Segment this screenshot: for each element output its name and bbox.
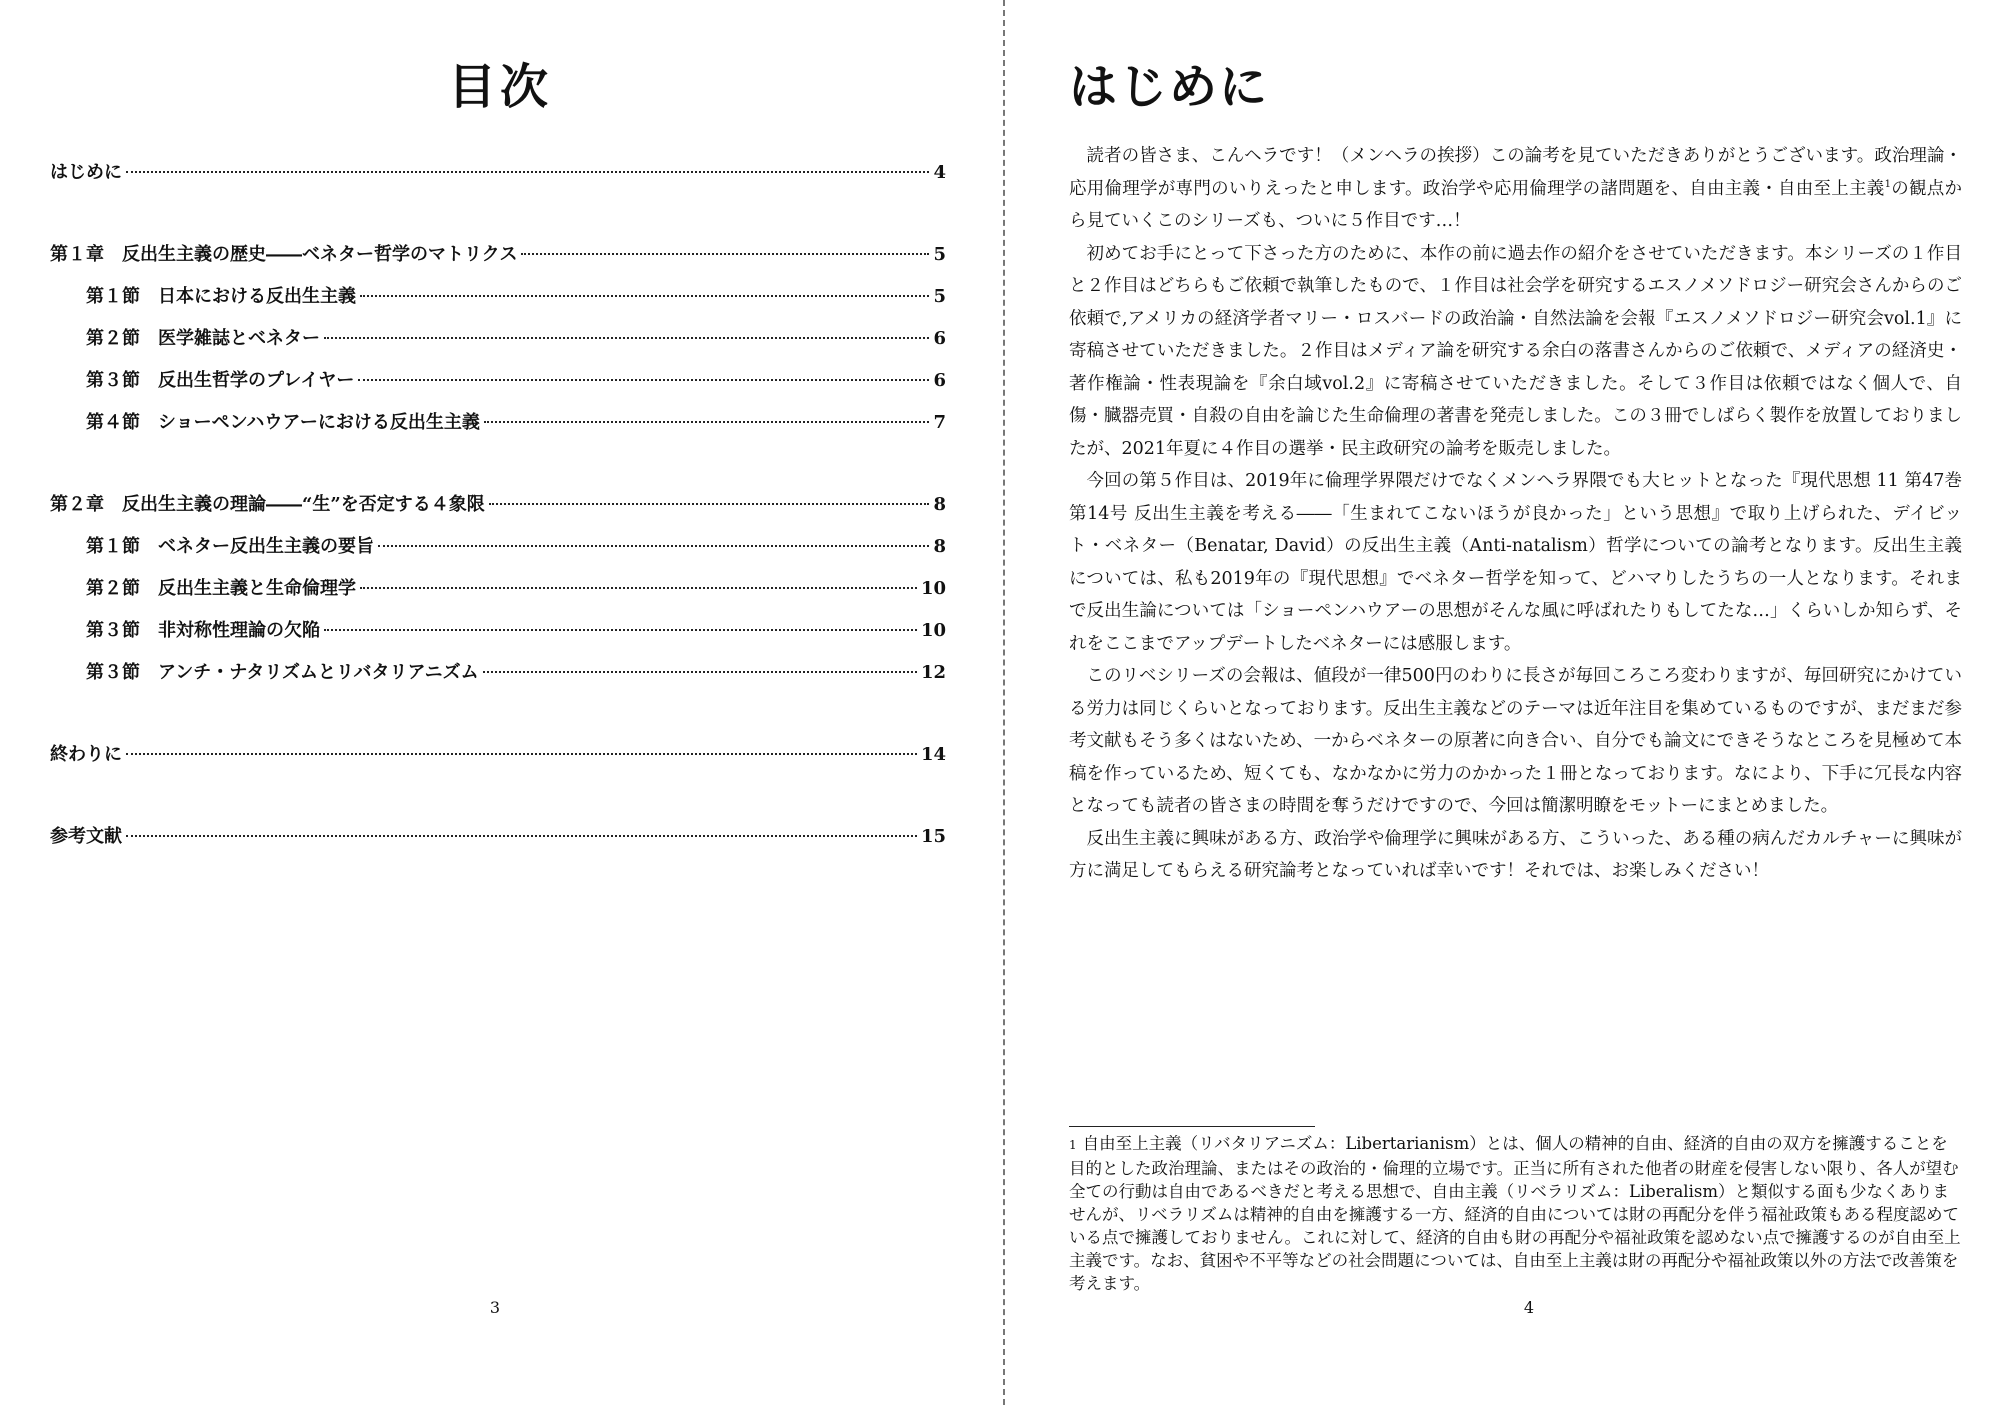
toc-entry[interactable] [50,740,946,782]
toc-dot-leader [378,545,929,547]
page-gutter-divider [1003,0,1005,1405]
toc-entry-page-number: 14 [920,744,946,765]
toc-dot-leader [484,421,930,423]
footnote [1069,1132,1962,1295]
toc-dot-leader [489,503,930,505]
toc-entry-label: 第２節 医学雑誌とベネター [86,328,320,349]
toc-entry[interactable] [50,574,946,616]
intro-paragraph-5: 反出生主義に興味がある方、政治学や倫理学に興味がある方、こういった、ある種の病んだカルチャーに興味が方に満足してもらえる研究論考となっていれば幸いです！それでは、お楽しみください！ [1069,828,1962,881]
toc-entry-label: 第４節 ショーペンハウアーにおける反出生主義 [86,412,480,433]
toc-dot-leader [360,587,917,589]
toc-entry[interactable] [50,408,946,450]
toc-entry-page-number: 8 [933,494,946,515]
toc-entry[interactable] [50,282,946,324]
introduction-body [1069,140,1962,888]
toc-dot-leader [360,295,929,297]
toc-entry[interactable] [50,366,946,408]
toc-dot-leader [126,753,917,755]
intro-paragraph-1 [1069,140,1962,238]
toc-entry-label: 第２章 反出生主義の理論――“生”を否定する４象限 [50,494,485,515]
toc-entry-page-number: 7 [933,412,946,433]
page-number-right: 4 [1523,1298,1535,1317]
toc-dot-leader [521,253,929,255]
page-number-left: 3 [489,1298,501,1317]
intro-paragraph-1-text: 読者の皆さま、こんヘラです！（メンヘラの挨拶）この論考を見ていただきありがとうございます。政治理論・応用倫理学が専門のいりえったと申します。政治学や応用倫理学の諸問題を、自由主義・自由至上主義 [1069,146,1962,199]
toc-dot-leader [483,671,917,673]
footnote-number: 1 [1069,1138,1077,1152]
toc-dot-leader [126,835,917,837]
toc-entry[interactable] [50,240,946,282]
toc-entry-page-number: 10 [920,578,946,599]
toc-entry[interactable] [50,616,946,658]
toc-entry-label: 参考文献 [50,826,122,847]
intro-paragraph-3: 今回の第５作目は、2019年に倫理学界隈だけでなくメンヘラ界隈でも大ヒットとなった『現代思想 11 第47巻第14号 反出生主義を考える――「生まれてこないほうが良かった」という思想』で取り上げられた、デイビット・ベネター（Benatar, David）の反出生主義（Anti-natalism）哲学についての論考となります。反出生主義については、私も2019年の『現代思想』でベネター哲学を知って、どハマりしたうちの一人となります。それまで反出生論については「ショーペンハウアーの思想がそんな風に呼ばれたりもしてたな…」くらいしか知らず、それをここまでアップデートしたベネターには感服します。 [1069,471,1962,654]
toc-entry[interactable] [50,490,946,532]
toc-list [50,158,946,864]
intro-paragraph-1-tail: の観点から見ていくこのシリーズも、ついに５作目です…！ [1069,178,1962,231]
toc-dot-leader [324,629,917,631]
toc-entry-page-number: 10 [920,620,946,641]
footnote-text: 自由至上主義（リバタリアニズム：Libertarianism）とは、個人の精神的自由、経済的自由の双方を擁護することを目的とした政治理論、またはその政治的・倫理的立場です。正当に所有された他者の財産を侵害しない限り、各人が望む全ての行動は自由であるべきだと考える思想で、自由主義（リベラリズム：Liberalism）と類似する面も少なくありませんが、リベラリズムは精神的自由を擁護する一方、経済的自由については財の再配分を伴う福祉政策もある程度認めている点で擁護しておりません。これに対して、経済的自由も財の再配分や福祉政策を認めない点で擁護するのが自由至上主義です。なお、貧困や不平等などの社会問題については、自由至上主義は財の再配分や福祉政策以外の方法で改善策を考えます。 [1069,1134,1961,1293]
toc-title: 目次 [447,59,552,115]
toc-entry-label: 第１節 日本における反出生主義 [86,286,356,307]
footnote-separator [1069,1126,1315,1127]
introduction-page [1006,0,2000,1405]
intro-paragraph-4: このリベシリーズの会報は、値段が一律500円のわりに長さが毎回ころころ変わりますが、毎回研究にかけている労力は同じくらいとなっております。反出生主義などのテーマは近年注目を集めているものですが、まだまだ参考文献もそう多くはないため、一からベネターの原著に向き合い、自分でも論文にできそうなところを見極めて本稿を作っているため、短くても、なかなかに労力のかかった１冊となっております。なにより、下手に冗長な内容となっても読者の皆さまの時間を奪うだけですので、今回は簡潔明瞭をモットーにまとめました。 [1069,666,1962,816]
toc-entry-label: 第１章 反出生主義の歴史――ベネター哲学のマトリクス [50,244,518,265]
toc-entry-label: 第３節 非対称性理論の欠陥 [86,620,320,641]
toc-entry-label: 終わりに [50,744,122,765]
toc-entry[interactable] [50,532,946,574]
footnote-reference[interactable]: 1 [1884,178,1891,190]
toc-dot-leader [358,379,929,381]
toc-entry-page-number: 6 [933,328,946,349]
toc-entry-label: 第３節 反出生哲学のプレイヤー [86,370,355,391]
toc-entry-page-number: 5 [933,286,946,307]
toc-entry-page-number: 8 [933,536,946,557]
toc-entry-page-number: 15 [920,826,946,847]
introduction-title: はじめに [1069,59,1270,115]
toc-dot-leader [126,171,929,173]
toc-entry[interactable] [50,158,946,200]
toc-dot-leader [324,337,929,339]
intro-paragraph-2: 初めてお手にとって下さった方のために、本作の前に過去作の紹介をさせていただきます。本シリーズの１作目と２作目はどちらもご依頼で執筆したもので、１作目は社会学を研究するエスノメソドロジー研究会さんからのご依頼で,アメリカの経済学者マリー・ロスバードの政治論・自然法論を会報『エスノメソドロジー研究会vol.1』に寄稿させていただきました。２作目はメディア論を研究する余白の落書さんからのご依頼で、メディアの経済史・著作権論・性表現論を『余白域vol.2』に寄稿させていただきました。そして３作目は依頼ではなく個人で、自傷・臓器売買・自殺の自由を論じた生命倫理の著書を発売しました。この３冊でしばらく製作を放置しておりましたが、2021年夏に４作目の選挙・民主政研究の論考を販売しました。 [1069,243,1962,459]
toc-entry-page-number: 5 [933,244,946,265]
toc-entry-label: 第１節 ベネター反出生主義の要旨 [86,536,374,557]
toc-entry[interactable] [50,658,946,700]
toc-entry-page-number: 4 [933,162,946,183]
toc-entry-page-number: 6 [933,370,946,391]
toc-entry-page-number: 12 [920,662,946,683]
toc-entry[interactable] [50,822,946,864]
toc-entry-label: 第２節 反出生主義と生命倫理学 [86,578,356,599]
toc-entry[interactable] [50,324,946,366]
toc-entry-label: 第３節 アンチ・ナタリズムとリバタリアニズム [86,662,479,683]
toc-entry-label: はじめに [50,162,122,183]
